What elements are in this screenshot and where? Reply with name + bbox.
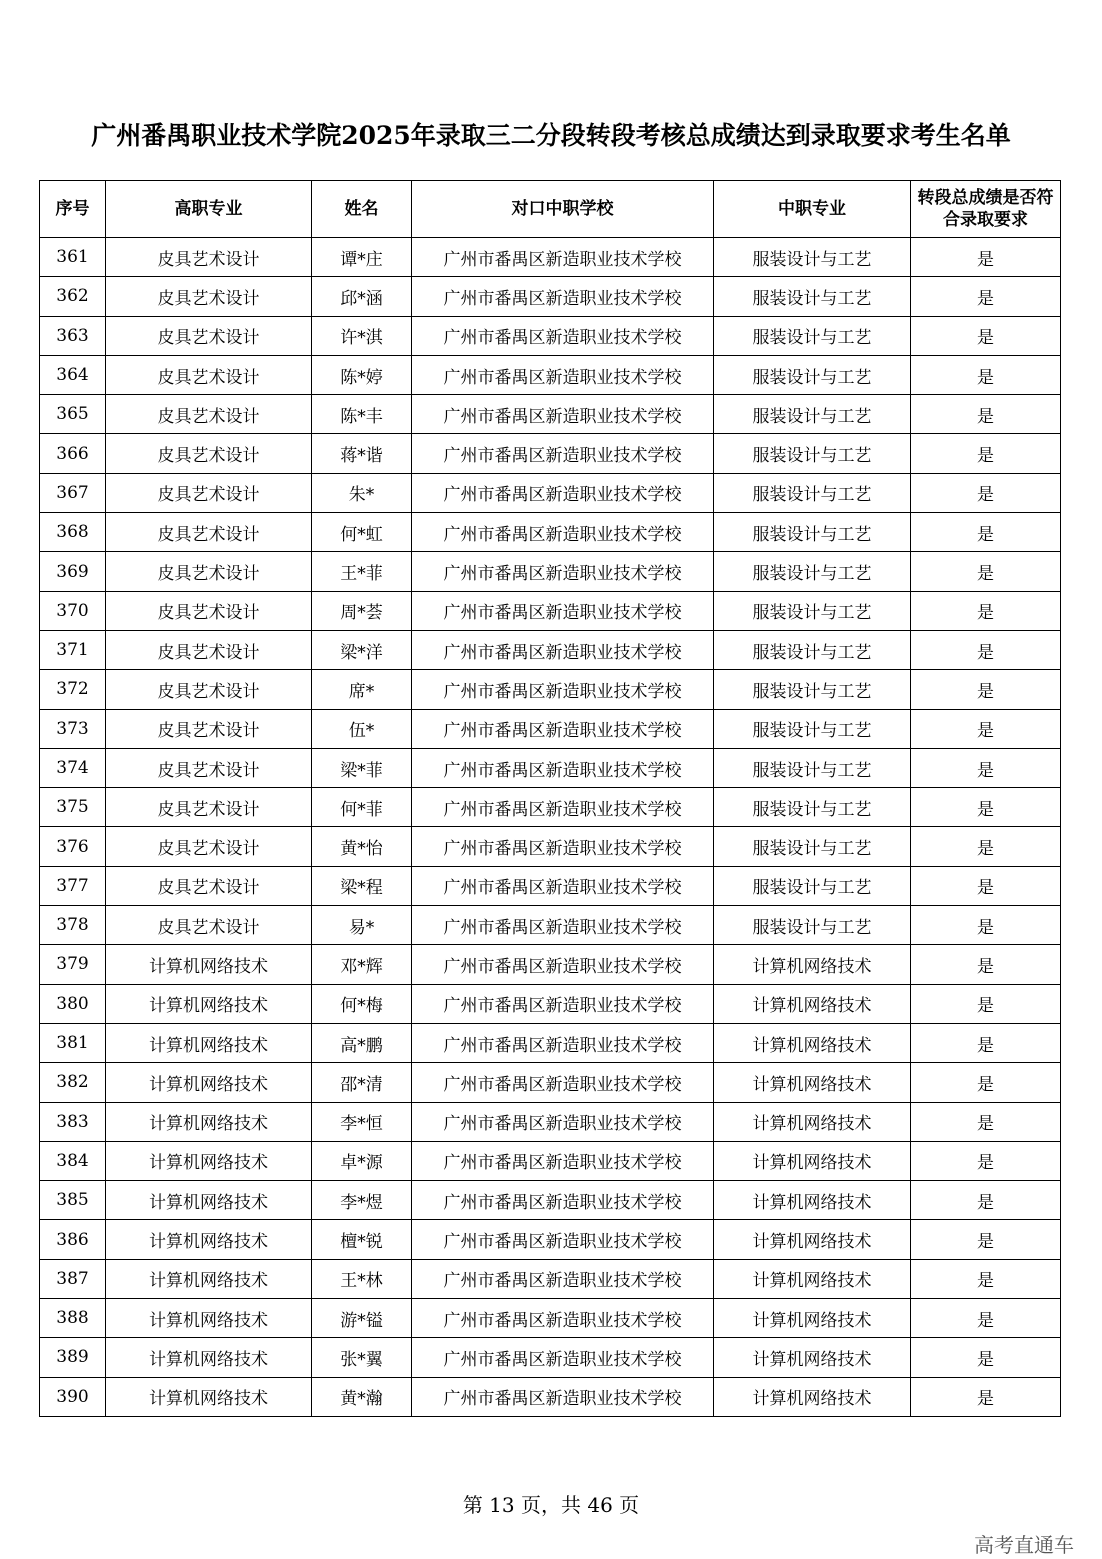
- cell-school-major: 服装设计与工艺: [714, 434, 911, 473]
- cell-qualified: 是: [911, 1220, 1061, 1259]
- cell-no: 372: [40, 670, 106, 709]
- cell-major: 皮具艺术设计: [106, 630, 312, 669]
- cell-school: 广州市番禺区新造职业技术学校: [412, 238, 714, 277]
- cell-school: 广州市番禺区新造职业技术学校: [412, 1220, 714, 1259]
- cell-name: 伍*: [312, 709, 412, 748]
- cell-school-major: 计算机网络技术: [714, 1377, 911, 1416]
- table-row: [40, 552, 1061, 591]
- cell-qualified: 是: [911, 906, 1061, 945]
- cell-school-major: 服装设计与工艺: [714, 238, 911, 277]
- cell-school: 广州市番禺区新造职业技术学校: [412, 473, 714, 512]
- header-school: 对口中职学校: [412, 181, 714, 238]
- table-row: [40, 945, 1061, 984]
- cell-no: 365: [40, 395, 106, 434]
- table-row: [40, 906, 1061, 945]
- cell-no: 364: [40, 355, 106, 394]
- cell-school: 广州市番禺区新造职业技术学校: [412, 355, 714, 394]
- cell-major: 皮具艺术设计: [106, 277, 312, 316]
- cell-qualified: 是: [911, 395, 1061, 434]
- cell-qualified: 是: [911, 238, 1061, 277]
- cell-school-major: 服装设计与工艺: [714, 552, 911, 591]
- table-row: [40, 788, 1061, 827]
- cell-school-major: 计算机网络技术: [714, 1338, 911, 1377]
- cell-name: 谭*庄: [312, 238, 412, 277]
- cell-no: 390: [40, 1377, 106, 1416]
- cell-no: 385: [40, 1181, 106, 1220]
- cell-name: 席*: [312, 670, 412, 709]
- cell-name: 陈*丰: [312, 395, 412, 434]
- table-row: [40, 434, 1061, 473]
- cell-no: 368: [40, 513, 106, 552]
- cell-name: 朱*: [312, 473, 412, 512]
- cell-school: 广州市番禺区新造职业技术学校: [412, 1023, 714, 1062]
- cell-no: 362: [40, 277, 106, 316]
- cell-qualified: 是: [911, 513, 1061, 552]
- cell-school: 广州市番禺区新造职业技术学校: [412, 709, 714, 748]
- table-row: [40, 709, 1061, 748]
- cell-name: 李*恒: [312, 1102, 412, 1141]
- header-qualified: 转段总成绩是否符合录取要求: [911, 181, 1061, 238]
- cell-major: 计算机网络技术: [106, 1063, 312, 1102]
- cell-name: 高*鹏: [312, 1023, 412, 1062]
- table-row: [40, 984, 1061, 1023]
- cell-name: 黄*怡: [312, 827, 412, 866]
- cell-no: 366: [40, 434, 106, 473]
- cell-school-major: 服装设计与工艺: [714, 709, 911, 748]
- cell-school-major: 计算机网络技术: [714, 1220, 911, 1259]
- cell-school: 广州市番禺区新造职业技术学校: [412, 1259, 714, 1298]
- table-row: [40, 277, 1061, 316]
- cell-name: 邱*涵: [312, 277, 412, 316]
- cell-major: 计算机网络技术: [106, 1102, 312, 1141]
- cell-no: 375: [40, 788, 106, 827]
- cell-qualified: 是: [911, 1063, 1061, 1102]
- cell-no: 373: [40, 709, 106, 748]
- cell-school: 广州市番禺区新造职业技术学校: [412, 748, 714, 787]
- cell-major: 皮具艺术设计: [106, 355, 312, 394]
- table-row: [40, 1141, 1061, 1180]
- cell-no: 378: [40, 906, 106, 945]
- cell-no: 387: [40, 1259, 106, 1298]
- header-name: 姓名: [312, 181, 412, 238]
- cell-school: 广州市番禺区新造职业技术学校: [412, 788, 714, 827]
- cell-qualified: 是: [911, 945, 1061, 984]
- cell-qualified: 是: [911, 670, 1061, 709]
- table-row: [40, 1181, 1061, 1220]
- cell-qualified: 是: [911, 473, 1061, 512]
- cell-no: 361: [40, 238, 106, 277]
- cell-name: 周*荟: [312, 591, 412, 630]
- cell-qualified: 是: [911, 552, 1061, 591]
- cell-school: 广州市番禺区新造职业技术学校: [412, 591, 714, 630]
- cell-major: 计算机网络技术: [106, 1220, 312, 1259]
- cell-school: 广州市番禺区新造职业技术学校: [412, 1338, 714, 1377]
- cell-no: 377: [40, 866, 106, 905]
- cell-no: 369: [40, 552, 106, 591]
- cell-school-major: 计算机网络技术: [714, 1063, 911, 1102]
- cell-no: 381: [40, 1023, 106, 1062]
- cell-name: 何*菲: [312, 788, 412, 827]
- table-row: [40, 1377, 1061, 1416]
- cell-major: 皮具艺术设计: [106, 552, 312, 591]
- table-header: [40, 181, 1061, 238]
- cell-school: 广州市番禺区新造职业技术学校: [412, 1063, 714, 1102]
- cell-school-major: 计算机网络技术: [714, 1141, 911, 1180]
- cell-school: 广州市番禺区新造职业技术学校: [412, 513, 714, 552]
- table-row: [40, 1220, 1061, 1259]
- cell-qualified: 是: [911, 1181, 1061, 1220]
- cell-name: 何*梅: [312, 984, 412, 1023]
- cell-no: 370: [40, 591, 106, 630]
- header-major: 高职专业: [106, 181, 312, 238]
- cell-major: 皮具艺术设计: [106, 866, 312, 905]
- table-row: [40, 1102, 1061, 1141]
- cell-name: 梁*菲: [312, 748, 412, 787]
- cell-school-major: 服装设计与工艺: [714, 827, 911, 866]
- cell-no: 363: [40, 316, 106, 355]
- table-row: [40, 238, 1061, 277]
- table-header-row: [40, 181, 1061, 238]
- cell-no: 379: [40, 945, 106, 984]
- cell-major: 皮具艺术设计: [106, 906, 312, 945]
- cell-qualified: 是: [911, 1023, 1061, 1062]
- cell-school-major: 计算机网络技术: [714, 1023, 911, 1062]
- cell-major: 计算机网络技术: [106, 984, 312, 1023]
- cell-school: 广州市番禺区新造职业技术学校: [412, 866, 714, 905]
- table-row: [40, 1063, 1061, 1102]
- cell-school-major: 计算机网络技术: [714, 945, 911, 984]
- table-row: [40, 748, 1061, 787]
- cell-school-major: 计算机网络技术: [714, 1299, 911, 1338]
- cell-name: 邵*清: [312, 1063, 412, 1102]
- cell-school-major: 服装设计与工艺: [714, 513, 911, 552]
- cell-school: 广州市番禺区新造职业技术学校: [412, 984, 714, 1023]
- table-row: [40, 1023, 1061, 1062]
- cell-school-major: 服装设计与工艺: [714, 788, 911, 827]
- cell-major: 计算机网络技术: [106, 1338, 312, 1377]
- cell-name: 陈*婷: [312, 355, 412, 394]
- cell-name: 邓*辉: [312, 945, 412, 984]
- cell-qualified: 是: [911, 1338, 1061, 1377]
- cell-major: 皮具艺术设计: [106, 748, 312, 787]
- cell-major: 皮具艺术设计: [106, 316, 312, 355]
- table-row: [40, 1299, 1061, 1338]
- cell-school: 广州市番禺区新造职业技术学校: [412, 1141, 714, 1180]
- cell-name: 游*镒: [312, 1299, 412, 1338]
- table-row: [40, 1338, 1061, 1377]
- cell-no: 383: [40, 1102, 106, 1141]
- cell-major: 皮具艺术设计: [106, 709, 312, 748]
- cell-qualified: 是: [911, 1141, 1061, 1180]
- table-row: [40, 1259, 1061, 1298]
- watermark: 高考直通车: [974, 1533, 1074, 1557]
- cell-qualified: 是: [911, 630, 1061, 669]
- cell-no: 386: [40, 1220, 106, 1259]
- cell-qualified: 是: [911, 277, 1061, 316]
- cell-name: 黄*瀚: [312, 1377, 412, 1416]
- cell-major: 皮具艺术设计: [106, 827, 312, 866]
- table-row: [40, 670, 1061, 709]
- cell-qualified: 是: [911, 1259, 1061, 1298]
- table-row: [40, 513, 1061, 552]
- cell-school-major: 服装设计与工艺: [714, 866, 911, 905]
- cell-major: 皮具艺术设计: [106, 434, 312, 473]
- cell-major: 皮具艺术设计: [106, 788, 312, 827]
- cell-no: 384: [40, 1141, 106, 1180]
- cell-school-major: 服装设计与工艺: [714, 355, 911, 394]
- cell-school-major: 服装设计与工艺: [714, 395, 911, 434]
- cell-qualified: 是: [911, 1299, 1061, 1338]
- cell-major: 计算机网络技术: [106, 945, 312, 984]
- cell-school-major: 服装设计与工艺: [714, 473, 911, 512]
- cell-school: 广州市番禺区新造职业技术学校: [412, 316, 714, 355]
- cell-name: 王*林: [312, 1259, 412, 1298]
- admission-table: [39, 180, 1061, 1417]
- cell-school: 广州市番禺区新造职业技术学校: [412, 395, 714, 434]
- cell-major: 计算机网络技术: [106, 1377, 312, 1416]
- cell-name: 卓*源: [312, 1141, 412, 1180]
- cell-school: 广州市番禺区新造职业技术学校: [412, 1181, 714, 1220]
- cell-name: 王*菲: [312, 552, 412, 591]
- table-row: [40, 866, 1061, 905]
- cell-major: 皮具艺术设计: [106, 238, 312, 277]
- cell-major: 计算机网络技术: [106, 1181, 312, 1220]
- cell-school: 广州市番禺区新造职业技术学校: [412, 434, 714, 473]
- cell-name: 梁*程: [312, 866, 412, 905]
- cell-qualified: 是: [911, 355, 1061, 394]
- cell-qualified: 是: [911, 1102, 1061, 1141]
- cell-name: 许*淇: [312, 316, 412, 355]
- cell-qualified: 是: [911, 591, 1061, 630]
- cell-major: 皮具艺术设计: [106, 395, 312, 434]
- cell-major: 皮具艺术设计: [106, 670, 312, 709]
- page-number: 第 13 页，共 46 页: [462, 1493, 640, 1517]
- cell-qualified: 是: [911, 748, 1061, 787]
- cell-school-major: 计算机网络技术: [714, 1181, 911, 1220]
- cell-major: 计算机网络技术: [106, 1259, 312, 1298]
- cell-school: 广州市番禺区新造职业技术学校: [412, 906, 714, 945]
- cell-school: 广州市番禺区新造职业技术学校: [412, 670, 714, 709]
- cell-major: 计算机网络技术: [106, 1299, 312, 1338]
- cell-school-major: 计算机网络技术: [714, 984, 911, 1023]
- cell-name: 蒋*谐: [312, 434, 412, 473]
- cell-major: 皮具艺术设计: [106, 591, 312, 630]
- cell-major: 皮具艺术设计: [106, 473, 312, 512]
- table-row: [40, 473, 1061, 512]
- cell-school-major: 计算机网络技术: [714, 1259, 911, 1298]
- table-row: [40, 355, 1061, 394]
- table-body: [40, 238, 1061, 1417]
- cell-major: 皮具艺术设计: [106, 513, 312, 552]
- cell-name: 易*: [312, 906, 412, 945]
- cell-no: 382: [40, 1063, 106, 1102]
- cell-school: 广州市番禺区新造职业技术学校: [412, 1299, 714, 1338]
- cell-name: 檀*锐: [312, 1220, 412, 1259]
- cell-qualified: 是: [911, 709, 1061, 748]
- cell-no: 376: [40, 827, 106, 866]
- cell-school-major: 服装设计与工艺: [714, 277, 911, 316]
- cell-name: 何*虹: [312, 513, 412, 552]
- header-no: 序号: [40, 181, 106, 238]
- cell-school: 广州市番禺区新造职业技术学校: [412, 1377, 714, 1416]
- table-row: [40, 395, 1061, 434]
- cell-no: 367: [40, 473, 106, 512]
- cell-no: 374: [40, 748, 106, 787]
- cell-name: 李*煜: [312, 1181, 412, 1220]
- cell-qualified: 是: [911, 866, 1061, 905]
- page-title: 广州番禺职业技术学院2025年录取三二分段转段考核总成绩达到录取要求考生名单: [91, 121, 1011, 150]
- table-row: [40, 630, 1061, 669]
- header-school-major: 中职专业: [714, 181, 911, 238]
- cell-major: 计算机网络技术: [106, 1023, 312, 1062]
- cell-name: 张*翼: [312, 1338, 412, 1377]
- cell-school-major: 服装设计与工艺: [714, 316, 911, 355]
- cell-school: 广州市番禺区新造职业技术学校: [412, 277, 714, 316]
- cell-qualified: 是: [911, 434, 1061, 473]
- cell-school: 广州市番禺区新造职业技术学校: [412, 630, 714, 669]
- cell-school: 广州市番禺区新造职业技术学校: [412, 552, 714, 591]
- cell-name: 梁*洋: [312, 630, 412, 669]
- cell-qualified: 是: [911, 1377, 1061, 1416]
- cell-no: 380: [40, 984, 106, 1023]
- cell-qualified: 是: [911, 827, 1061, 866]
- table-row: [40, 827, 1061, 866]
- cell-school-major: 服装设计与工艺: [714, 630, 911, 669]
- table-row: [40, 591, 1061, 630]
- cell-school: 广州市番禺区新造职业技术学校: [412, 827, 714, 866]
- table-row: [40, 316, 1061, 355]
- cell-qualified: 是: [911, 316, 1061, 355]
- cell-school-major: 服装设计与工艺: [714, 591, 911, 630]
- cell-school: 广州市番禺区新造职业技术学校: [412, 945, 714, 984]
- cell-school-major: 服装设计与工艺: [714, 670, 911, 709]
- cell-school-major: 服装设计与工艺: [714, 906, 911, 945]
- cell-no: 389: [40, 1338, 106, 1377]
- cell-qualified: 是: [911, 984, 1061, 1023]
- cell-school-major: 计算机网络技术: [714, 1102, 911, 1141]
- cell-major: 计算机网络技术: [106, 1141, 312, 1180]
- cell-school: 广州市番禺区新造职业技术学校: [412, 1102, 714, 1141]
- cell-no: 371: [40, 630, 106, 669]
- cell-no: 388: [40, 1299, 106, 1338]
- cell-school-major: 服装设计与工艺: [714, 748, 911, 787]
- cell-qualified: 是: [911, 788, 1061, 827]
